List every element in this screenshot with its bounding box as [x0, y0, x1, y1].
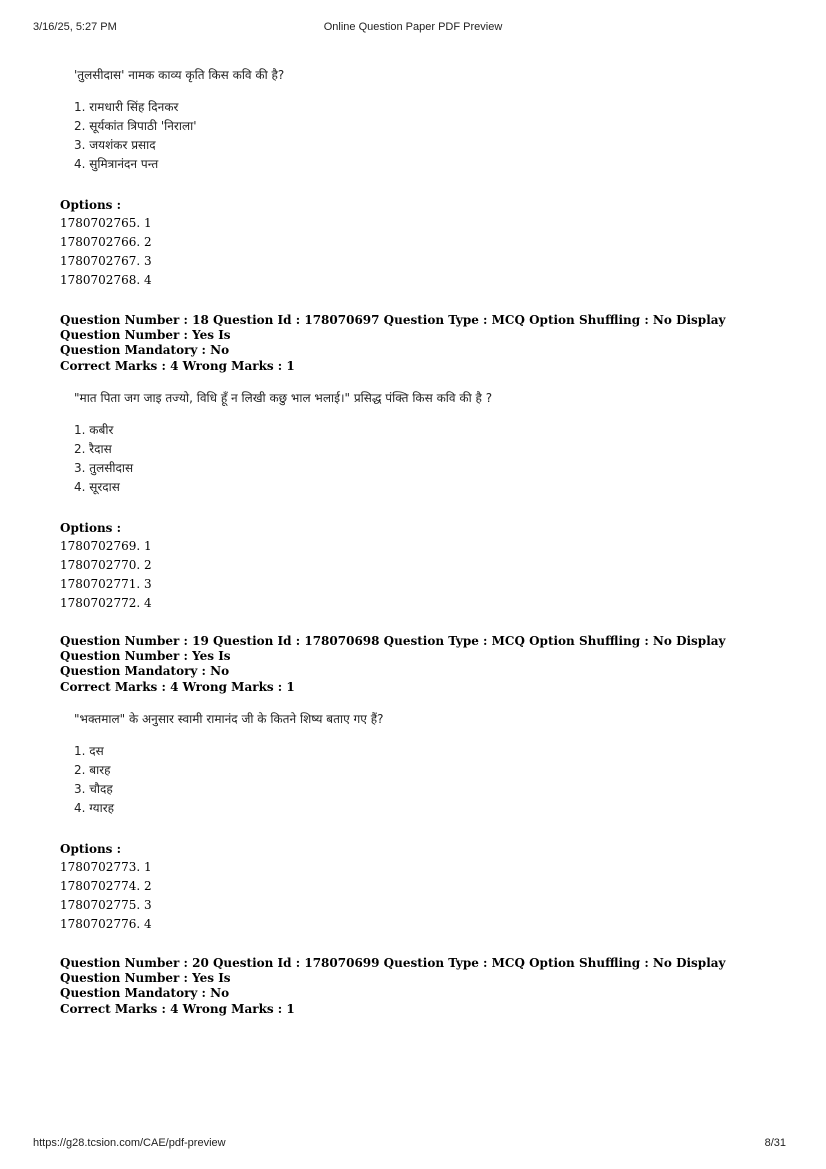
option-id: 1780702771. 3 — [60, 577, 152, 591]
question-mandatory: Question Mandatory : No — [60, 664, 230, 678]
option-id: 1780702772. 4 — [60, 596, 152, 610]
choice-item: 4. सुमित्रानंदन पन्त — [74, 157, 159, 171]
question-mandatory: Question Mandatory : No — [60, 343, 230, 357]
question-19-meta — [60, 634, 760, 696]
question-18-body — [60, 389, 760, 613]
question-meta-line: Question Number : 19 Question Id : 178070698 Question Type : MCQ Option Shuffling : No Display Question Number : Yes Is — [60, 634, 726, 663]
question-17-choices — [74, 98, 760, 174]
question-20-meta — [60, 956, 760, 1018]
question-18-meta — [60, 313, 760, 375]
question-17-options — [60, 214, 760, 290]
option-id: 1780702768. 4 — [60, 273, 152, 287]
choice-item: 3. चौदह — [74, 782, 113, 796]
choice-item: 1. दस — [74, 744, 104, 758]
option-id: 1780702769. 1 — [60, 539, 152, 553]
question-19-choices — [74, 742, 760, 818]
option-id: 1780702766. 2 — [60, 235, 152, 249]
options-heading: Options : — [60, 842, 122, 856]
question-17-text: 'तुलसीदास' नामक काव्य कृति किस कवि की है? — [74, 68, 285, 82]
question-19-text: "भक्तमाल" के अनुसार स्वामी रामानंद जी के कितने शिष्य बताए गए हैं? — [74, 712, 384, 726]
question-17-body — [60, 66, 760, 290]
question-marks: Correct Marks : 4 Wrong Marks : 1 — [60, 680, 295, 694]
option-id: 1780702776. 4 — [60, 917, 152, 931]
option-id: 1780702775. 3 — [60, 898, 152, 912]
question-meta-line: Question Number : 20 Question Id : 178070699 Question Type : MCQ Option Shuffling : No Display Question Number : Yes Is — [60, 956, 726, 985]
page-title: Online Question Paper PDF Preview — [323, 21, 503, 33]
options-heading: Options : — [60, 521, 122, 535]
options-heading: Options : — [60, 198, 122, 212]
option-id: 1780702774. 2 — [60, 879, 152, 893]
choice-item: 3. जयशंकर प्रसाद — [74, 138, 156, 152]
choice-item: 2. बारह — [74, 763, 111, 777]
question-19-options — [60, 858, 760, 934]
choice-item: 1. कबीर — [74, 423, 114, 437]
question-18-text: "मात पिता जग जाइ तज्यो, विधि हूँ न लिखी कछु भाल भलाई।" प्रसिद्ध पंक्ति किस कवि की है ? — [74, 391, 493, 405]
choice-item: 2. रैदास — [74, 442, 112, 456]
choice-item: 1. रामधारी सिंह दिनकर — [74, 100, 179, 114]
page-url: https://g28.tcsion.com/CAE/pdf-preview — [33, 1137, 226, 1149]
option-id: 1780702773. 1 — [60, 860, 152, 874]
question-18-choices — [74, 421, 760, 497]
choice-item: 3. तुलसीदास — [74, 461, 134, 475]
option-id: 1780702767. 3 — [60, 254, 152, 268]
option-id: 1780702765. 1 — [60, 216, 152, 230]
question-meta-line: Question Number : 18 Question Id : 178070697 Question Type : MCQ Option Shuffling : No Display Question Number : Yes Is — [60, 313, 726, 342]
choice-item: 4. सूरदास — [74, 480, 120, 494]
option-id: 1780702770. 2 — [60, 558, 152, 572]
question-mandatory: Question Mandatory : No — [60, 986, 230, 1000]
choice-item: 2. सूर्यकांत त्रिपाठी 'निराला' — [74, 119, 197, 133]
print-datetime: 3/16/25, 5:27 PM — [33, 21, 117, 33]
question-19-body — [60, 710, 760, 934]
choice-item: 4. ग्यारह — [74, 801, 114, 815]
page-number: 8/31 — [764, 1137, 786, 1149]
question-marks: Correct Marks : 4 Wrong Marks : 1 — [60, 359, 295, 373]
question-marks: Correct Marks : 4 Wrong Marks : 1 — [60, 1002, 295, 1016]
question-18-options — [60, 537, 760, 613]
